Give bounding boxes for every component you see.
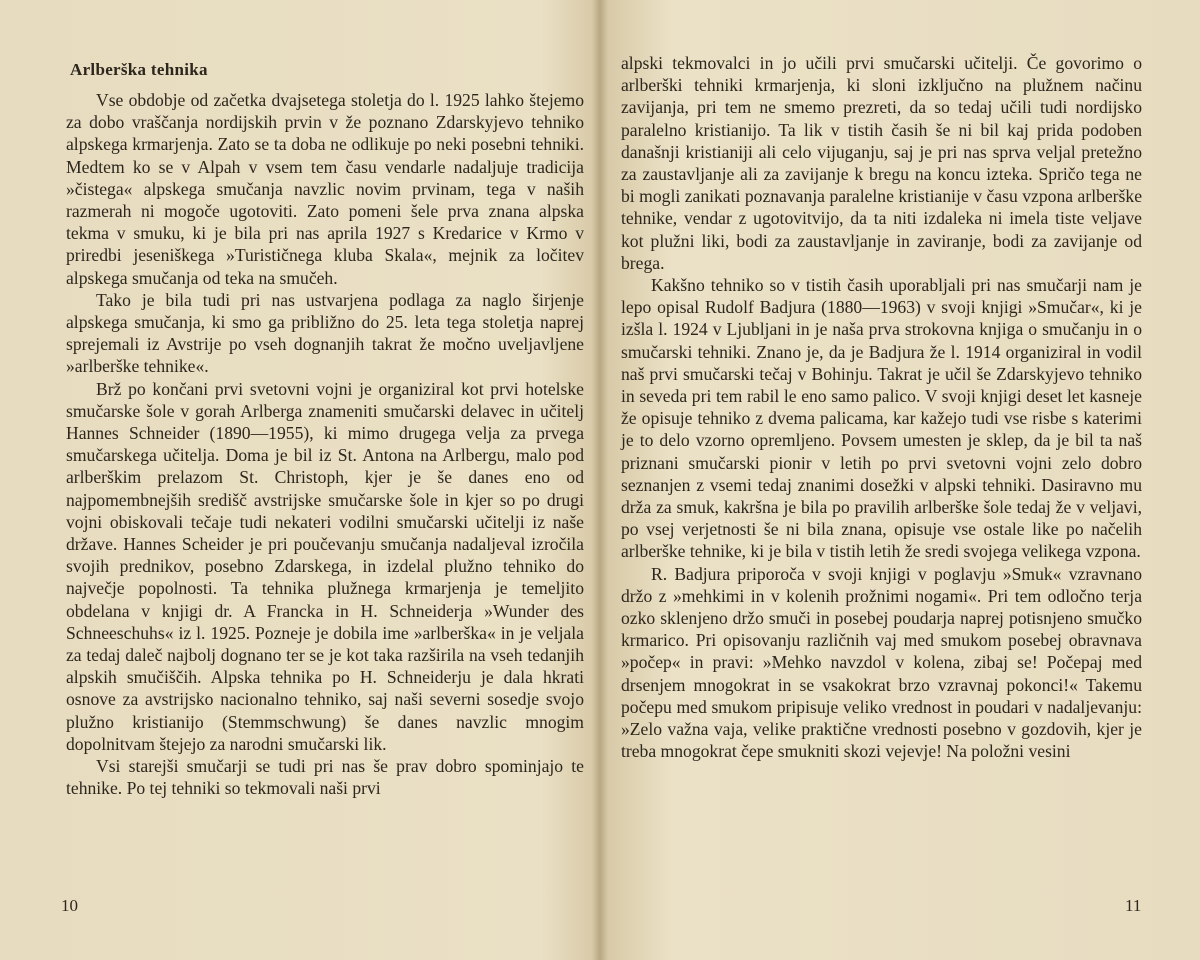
right-page bbox=[600, 0, 1200, 960]
page-number: 11 bbox=[1125, 896, 1142, 915]
paragraph: Vsi starejši smučarji se tudi pri nas še prav dobro spominjajo te tehnike. Po tej tehniki so tekmovali naši prvi bbox=[66, 756, 584, 799]
paragraph: alpski tekmovalci in jo učili prvi smučarski učitelji. Če govorimo o arlberški tehniki krmarjenja, ki sloni izključno na plužnem načinu zavijanja, pri tem ne smemo prezreti, da so tedaj učili tudi nordijsko paralelno kristianijo. Ta lik v tistih časih še ni bil kaj prida podoben današnji kristianiji ali celo vijuganju, saj je pri nas sprva veljal pretežno za zaustavljanje ali za zavijanje k bregu na koncu izteka. Spričo tega ne bi mogli zanikati poznavanja paralelne kristianije v času vzpona arlberške tehnike, vendar z ugotovitvijo, da ta niti izdaleka ni imela tiste veljave kot plužni liki, bodi za zaustavljanje in zaviranje, bodi za zavijanje od brega. bbox=[621, 53, 1142, 273]
page-number: 10 bbox=[61, 896, 78, 915]
left-page-text bbox=[66, 89, 584, 800]
paragraph: Tako je bila tudi pri nas ustvarjena podlaga za naglo širjenje alpskega smučanja, ki smo ga približno do 25. leta tega stoletja naprej sprejemali iz Avstrije po vseh dognanjih takrat že močno uveljavljene »arlberške tehnike«. bbox=[66, 289, 584, 377]
right-page-text bbox=[621, 52, 1142, 763]
paragraph: Brž po končani prvi svetovni vojni je organiziral kot prvi hotelske smučarske šole v gorah Arlberga znameniti smučarski delavec in učitelj Hannes Schneider (1890—1955), ki mimo drugega velja za prvega smučarskega učitelja. Doma je bil iz St. Antona na Arlbergu, malo pod arlberškim prelazom St. Christoph, kjer je še danes eno od najpomembnejših središč avstrijske smučarske šole in kjer so po drugi vojni obiskovali tečaje tudi nekateri vodilni smučarski učitelji iz naše države. Hannes Scheider je pri poučevanju smučanja nadaljeval izročila svojih prednikov, posebno Zdarskega, in izdelal plužno tehniko do največje popolnosti. Ta tehnika plužnega krmarjenja je temeljito obdelana v knjigi dr. A Francka in H. Schneiderja »Wunder des Schneeschuhs« iz l. 1925. Pozneje je dobila ime »arlberška« in je veljala za tedaj daleč najbolj dognano ter se je kot taka razširila na vseh tedanjih alpskih smučiščih. Alpska tehnika po H. Schneiderju je dala hkrati osnove za avstrijsko nacionalno tehniko, saj naši severni sosedje svojo plužno kristianijo (Stemmschwung) še danes navzlic mnogim dopolnitvam štejejo za narodni smučarski lik. bbox=[66, 378, 584, 754]
paragraph: Kakšno tehniko so v tistih časih uporabljali pri nas smučarji nam je lepo opisal Rudolf Badjura (1880—1963) v svoji knjigi »Smučar«, ki je izšla l. 1924 v Ljubljani in je naša prva strokovna knjiga o smučanju in o smučarski tehniki. Znano je, da je Badjura že l. 1914 organiziral in vodil naš prvi smučarski tečaj v Bohinju. Takrat je učil še Zdarskyjevo tehniko in seveda pri tem rabil le eno samo palico. V svoji knjigi deset let kasneje že opisuje tehniko z dvema palicama, kar kažejo tudi vse risbe s katerimi je to delo vzorno opremljeno. Povsem umesten je sklep, da je bil ta naš priznani smučarski pionir v letih po prvi svetovni vojni zelo dobro seznanjen z vsemi tedaj znanimi dosežki v alpski tehniki. Dasiravno mu drža za smuk, kakršna je bila po pravilih arlberške šole tedaj že v veljavi, po vsej verjetnosti še ni bila znana, opisuje vse ostale like po načelih arlberške tehnike, ki je bila v tistih letih že sredi svojega velikega vzpona. bbox=[621, 275, 1142, 562]
paragraph: Vse obdobje od začetka dvajsetega stoletja do l. 1925 lahko štejemo za dobo vraščanja nordijskih prvin v že poznano Zdarskyjevo tehniko alpskega krmarjenja. Zato se ta doba ne odlikuje po neki posebni tehniki. Medtem ko se v Alpah v vsem tem času vendarle nadaljuje tradicija »čistega« alpskega smučanja navzlic novim prvinam, tega v naših razmerah ni mogoče ugotoviti. Zato pomeni šele prva znana alpska tekma v smuku, ki je bila pri nas aprila 1927 s Kredarice v Krmo v priredbi jeseniškega »Turističnega kluba Skala«, mejnik za ločitev alpskega smučanja od teka na smučeh. bbox=[66, 90, 584, 288]
section-heading: Arlberška tehnika bbox=[70, 60, 208, 79]
paragraph: R. Badjura priporoča v svoji knjigi v poglavju »Smuk« vzravnano držo z »mehkimi in v kolenih prožnimi nogami«. Pri tem odločno terja ozko sklenjeno držo smuči in posebej poudarja naprej potisnjeno smučko krmarico. Pri opisovanju različnih vaj med smukom posebej obravnava »počep« in pravi: »Mehko navzdol v kolena, zibaj se! Počepaj med drsenjem mnogokrat in se vsakokrat brzo vzravnaj pokonci!« Takemu počepu med smukom pripisuje veliko vrednost in poudari v nadaljevanju: »Zelo važna vaja, velike praktične vrednosti posebno v gozdovih, kjer je treba mnogokrat čepe smukniti skozi vejevje! Na položni vesini bbox=[621, 563, 1142, 762]
